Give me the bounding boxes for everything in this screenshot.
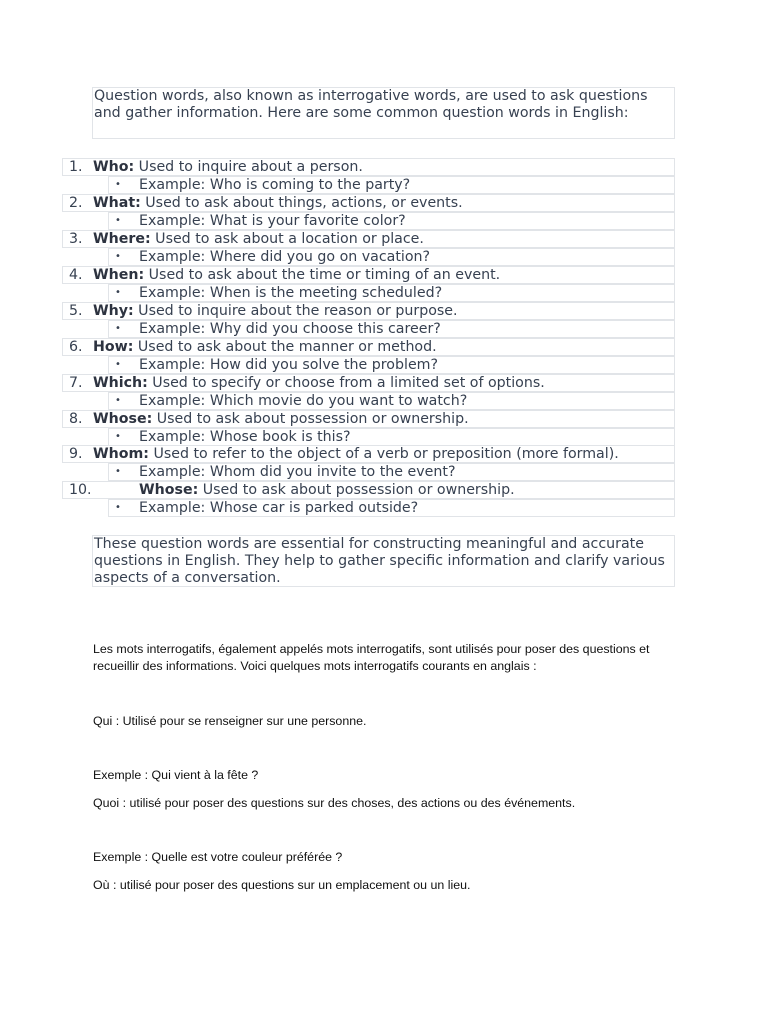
example-bullet: • Example: When is the meeting scheduled? bbox=[108, 284, 675, 302]
french-line: Exemple : Qui vient à la fête ? bbox=[93, 768, 259, 782]
intro-paragraph: Question words, also known as interrogative words, are used to ask questions and gather information. Here are some common question words in English: bbox=[92, 87, 675, 139]
french-line: Où : utilisé pour poser des questions sur un emplacement ou un lieu. bbox=[93, 878, 471, 892]
conclusion-paragraph: These question words are essential for constructing meaningful and accurate questions in English. They help to gather specific information and clarify various aspects of a conversation. bbox=[92, 535, 675, 587]
list-item: 9. Whom: Used to refer to the object of a verb or preposition (more formal). bbox=[62, 445, 675, 463]
list-item: 7. Which: Used to specify or choose from a limited set of options. bbox=[62, 374, 675, 392]
list-item: 8. Whose: Used to ask about possession or ownership. bbox=[62, 410, 675, 428]
example-bullet: • Example: Why did you choose this career? bbox=[108, 320, 675, 338]
list-item: 10. Whose: Used to ask about possession or ownership. bbox=[62, 481, 675, 499]
example-bullet: • Example: What is your favorite color? bbox=[108, 212, 675, 230]
example-bullet: • Example: How did you solve the problem? bbox=[108, 356, 675, 374]
example-bullet: • Example: Whom did you invite to the event? bbox=[108, 463, 675, 481]
example-bullet: • Example: Which movie do you want to watch? bbox=[108, 392, 675, 410]
list-item: 6. How: Used to ask about the manner or method. bbox=[62, 338, 675, 356]
french-line: Quoi : utilisé pour poser des questions sur des choses, des actions ou des événements. bbox=[93, 796, 576, 810]
list-item: 3. Where: Used to ask about a location or place. bbox=[62, 230, 675, 248]
example-bullet: • Example: Whose book is this? bbox=[108, 428, 675, 446]
example-bullet: • Example: Who is coming to the party? bbox=[108, 176, 675, 194]
example-bullet: • Example: Where did you go on vacation? bbox=[108, 248, 675, 266]
french-intro-paragraph: Les mots interrogatifs, également appelés mots interrogatifs, sont utilisés pour poser des questions et recueillir des informations. Voici quelques mots interrogatifs courants en anglais : bbox=[93, 642, 650, 673]
list-item: 1. Who: Used to inquire about a person. bbox=[62, 158, 675, 176]
example-bullet: • Example: Whose car is parked outside? bbox=[108, 499, 675, 517]
list-item: 5. Why: Used to inquire about the reason or purpose. bbox=[62, 302, 675, 320]
list-item: 2. What: Used to ask about things, actions, or events. bbox=[62, 194, 675, 212]
french-line: Exemple : Quelle est votre couleur préférée ? bbox=[93, 850, 343, 864]
list-item: 4. When: Used to ask about the time or timing of an event. bbox=[62, 266, 675, 284]
french-line: Qui : Utilisé pour se renseigner sur une personne. bbox=[93, 714, 367, 728]
